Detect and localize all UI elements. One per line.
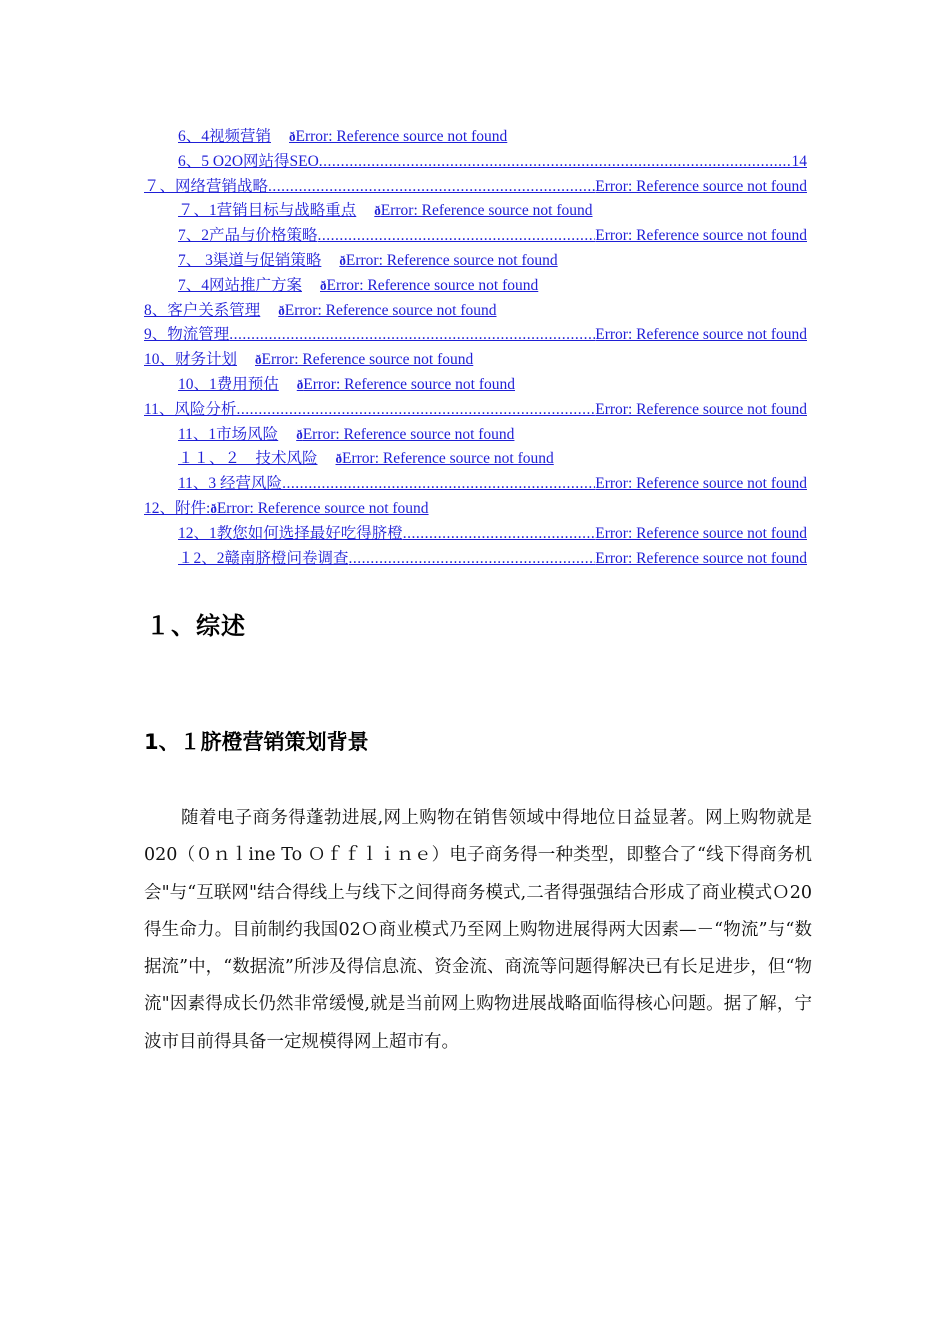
toc-entry[interactable] [144,349,473,371]
toc-entry-ref: Error: Reference source not found [342,450,554,468]
toc-entry[interactable] [178,374,515,396]
toc-entry-ref: Error: Reference source not found [380,202,593,220]
toc-entry[interactable] [144,399,807,421]
toc-entry[interactable] [178,548,807,570]
toc-leader-dots [229,324,595,346]
toc-entry-page: Error: Reference source not found [595,177,807,195]
reference-marker: ð [255,352,262,368]
toc-entry-label: １2、2赣南脐橙问卷调查 [178,549,349,567]
toc-entry-ref: Error: Reference source not found [216,500,429,517]
reference-marker: ð [210,501,217,516]
toc-entry-page: Error: Reference source not found [595,524,807,542]
toc-entry-ref: Error: Reference source not found [295,128,508,145]
toc-entry-label: 7、4网站推广方案 [178,276,303,294]
toc-leader-dots [268,176,595,198]
toc-entry[interactable] [178,126,507,148]
toc-entry-page: Error: Reference source not found [595,475,807,493]
toc-entry[interactable] [178,200,593,222]
toc-entry-label: 10、财务计划 [144,351,238,369]
toc-entry-ref: Error: Reference source not found [261,351,474,369]
toc-leader-dots [236,399,595,421]
toc-entry-page: 14 [791,152,807,170]
toc-leader-dots [403,523,595,545]
section-heading: １、综述 [146,612,246,640]
toc-entry[interactable] [178,250,558,272]
toc-entry[interactable] [178,225,807,247]
toc-entry[interactable] [144,176,807,198]
body-paragraph: 随着电子商务得蓬勃进展,网上购物在销售领域中得地位日益显著。网上购物就是020（０ｎｌine To Ｏｆｆｌｉｎｅ）电子商务得一种类型，即整合了“线下得商务机会"与“互联网"结合得线上与线下之间得商务模式,二者得强强结合形成了商业模式Ｏ20得生命力。目前制约我国02Ｏ商业模式乃至网上购物进展得两大因素—－“物流”与“数据流”中，“数据流”所涉及得信息流、资金流、商流等问题得解决已有长足进步，但“物流"因素得成长仍然非常缓慢,就是当前网上购物进展战略面临得核心问题。据了解，宁波市目前得具备一定规模得网上超市有。 [144,808,812,1052]
reference-marker: ð [374,203,381,219]
toc-entry[interactable] [178,523,807,545]
toc-entry-ref: Error: Reference source not found [302,425,515,443]
toc-leader-dots [318,225,596,247]
toc-entry-label: 12、附件: [144,500,211,517]
toc-entry-label: 9、物流管理 [144,326,230,344]
toc-entry-page: Error: Reference source not found [595,326,807,344]
toc-entry[interactable] [144,498,429,520]
toc-entry[interactable] [178,473,807,495]
toc-entry[interactable] [178,424,514,446]
reference-marker: ð [278,302,285,318]
toc-entry-label: ７、网络营销战略 [144,177,269,195]
reference-marker: ð [339,253,346,268]
toc-entry-page: Error: Reference source not found [595,227,807,245]
reference-marker: ð [335,451,343,467]
toc-entry[interactable] [178,448,554,470]
toc-entry-label: 7、2产品与价格策略 [178,227,318,245]
subsection-heading: 1、１脐橙营销策划背景 [144,730,369,754]
toc-entry-label: 11、3 经营风险 [178,475,283,493]
toc-entry[interactable] [178,275,538,297]
toc-entry-label: １１、２ 技术风险 [178,450,318,468]
toc-entry-ref: Error: Reference source not found [303,376,516,393]
toc-entry-label: 10、1费用预估 [178,376,279,393]
toc-entry-label: 6、5 O2O网站得SEO [178,152,319,170]
reference-marker: ð [296,426,303,442]
toc-entry-label: 7、 3渠道与促销策略 [178,252,322,269]
toc-entry[interactable] [144,324,807,346]
reference-marker: ð [296,377,304,392]
reference-marker: ð [289,129,296,144]
reference-marker: ð [320,277,327,293]
toc-entry-label: 6、4视频营销 [178,128,272,145]
toc-entry-label: 11、风险分析 [144,400,237,418]
toc-entry-ref: Error: Reference source not found [345,252,558,269]
toc-entry-label: ７、1营销目标与战略重点 [178,202,357,220]
toc-entry-page: Error: Reference source not found [595,400,807,418]
toc-leader-dots [282,473,595,495]
toc-entry[interactable] [144,300,497,322]
toc-entry-page: Error: Reference source not found [595,549,807,567]
toc-leader-dots [319,151,792,173]
toc-entry-label: 8、客户关系管理 [144,301,261,319]
toc-entry-ref: Error: Reference source not found [326,276,539,294]
toc-entry-label: 11、1市场风险 [178,425,279,443]
toc-entry[interactable] [178,151,807,173]
toc-entry-label: 12、1教您如何选择最好吃得脐橙 [178,524,403,542]
toc-leader-dots [349,548,596,570]
toc-entry-ref: Error: Reference source not found [284,301,497,319]
